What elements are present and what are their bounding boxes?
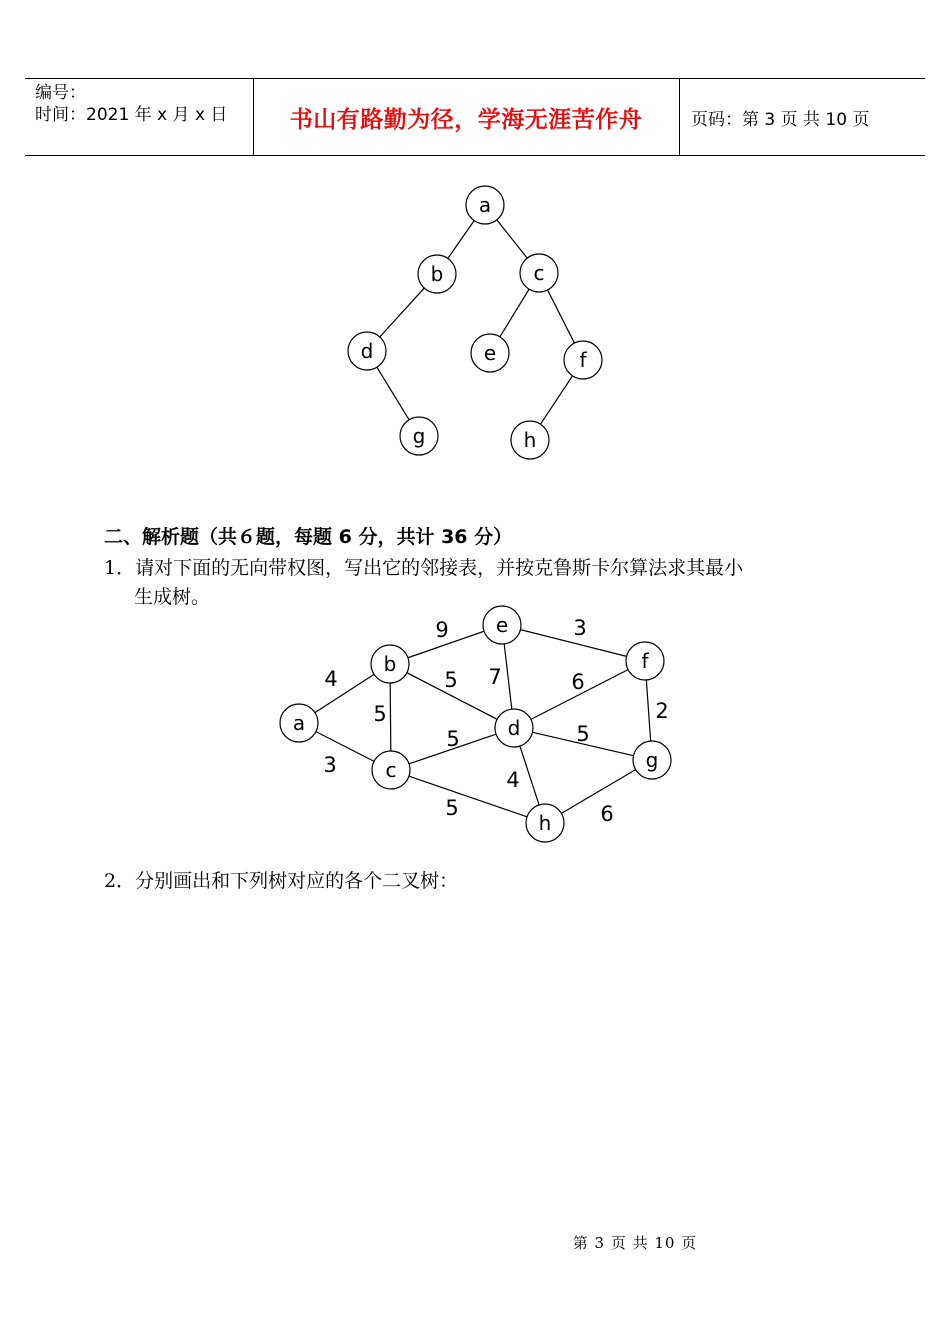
tree-node-label: d bbox=[360, 339, 374, 363]
graph-node-b bbox=[371, 645, 409, 683]
binary-tree-diagram bbox=[330, 170, 630, 470]
time-label: 时间：2021 年 x 月 x 日 bbox=[35, 105, 228, 125]
tree-node-c bbox=[520, 254, 558, 292]
graph-edge-d-h bbox=[520, 746, 539, 805]
edge-weight-e-d: 7 bbox=[488, 665, 502, 689]
tree-node-d bbox=[348, 332, 386, 370]
graph-node-label: h bbox=[538, 811, 552, 835]
graph-node-label: b bbox=[383, 652, 397, 676]
graph-edge-b-c bbox=[390, 683, 391, 751]
tree-node-label: b bbox=[430, 262, 444, 286]
edge-weight-d-h: 4 bbox=[506, 768, 520, 792]
tree-node-g bbox=[400, 417, 438, 455]
tree-node-label: a bbox=[478, 193, 492, 217]
graph-node-g bbox=[633, 741, 671, 779]
tree-node-f bbox=[564, 341, 602, 379]
edge-weight-b-d: 5 bbox=[444, 668, 458, 692]
graph-node-c bbox=[372, 751, 410, 789]
edge-weight-f-g: 2 bbox=[655, 699, 669, 723]
question-1-line-1: 1．请对下面的无向带权图，写出它的邻接表，并按克鲁斯卡尔算法求其最小 bbox=[104, 557, 744, 579]
graph-node-d bbox=[495, 709, 533, 747]
graph-node-label: g bbox=[645, 748, 659, 772]
graph-node-label: a bbox=[292, 711, 306, 735]
graph-edge-e-d bbox=[504, 644, 512, 709]
tree-node-b bbox=[418, 255, 456, 293]
graph-node-label: e bbox=[495, 613, 509, 637]
tree-node-h bbox=[511, 421, 549, 459]
graph-node-label: c bbox=[385, 758, 397, 782]
tree-node-label: g bbox=[412, 424, 426, 448]
graph-node-a bbox=[280, 704, 318, 742]
graph-node-f bbox=[626, 642, 664, 680]
header-motto-cell bbox=[253, 79, 680, 155]
tree-node-label: c bbox=[533, 261, 545, 285]
motto-text: 书山有路勤为径，学海无涯苦作舟 bbox=[289, 106, 643, 133]
edge-weight-e-f: 3 bbox=[573, 616, 587, 640]
header-page-cell bbox=[680, 79, 925, 155]
graph-node-label: d bbox=[507, 716, 521, 740]
question-1-line-2: 生成树。 bbox=[134, 586, 211, 608]
page-info: 页码：第 3 页 共 10 页 bbox=[691, 109, 870, 130]
edge-weight-d-g: 5 bbox=[576, 722, 590, 746]
edge-weight-c-d: 5 bbox=[446, 727, 460, 751]
section-title: 二、解析题（共６题，每题 6 分，共计 36 分） bbox=[104, 526, 513, 548]
graph-node-e bbox=[483, 606, 521, 644]
tree-node-label: f bbox=[579, 348, 587, 372]
graph-node-h bbox=[526, 804, 564, 842]
page-footer: 第 3 页 共 10 页 bbox=[572, 1234, 698, 1252]
page-header bbox=[25, 78, 925, 156]
graph-edge-f-g bbox=[646, 680, 650, 741]
edge-weight-f-d: 6 bbox=[571, 670, 585, 694]
tree-edge-a-c bbox=[497, 220, 527, 258]
graph-node-label: f bbox=[641, 649, 649, 673]
tree-node-a bbox=[466, 186, 504, 224]
number-label: 编号： bbox=[35, 83, 86, 103]
header-meta bbox=[25, 79, 254, 155]
tree-edge-a-b bbox=[448, 221, 474, 259]
tree-edge-c-f bbox=[548, 290, 575, 343]
edge-weight-b-e: 9 bbox=[435, 618, 449, 642]
graph-edge-h-g bbox=[561, 770, 635, 814]
question-2: 2．分别画出和下列树对应的各个二叉树： bbox=[104, 870, 459, 892]
tree-edge-b-d bbox=[380, 288, 424, 337]
tree-node-label: h bbox=[523, 428, 537, 452]
edge-weight-a-b: 4 bbox=[324, 667, 338, 691]
tree-edge-f-h bbox=[540, 376, 572, 424]
weighted-graph-diagram bbox=[270, 600, 690, 850]
tree-edge-d-g bbox=[377, 367, 409, 420]
edge-weight-a-c: 3 bbox=[323, 753, 337, 777]
tree-node-label: e bbox=[483, 341, 497, 365]
edge-weight-h-g: 6 bbox=[600, 802, 614, 826]
tree-edge-c-e bbox=[500, 289, 529, 337]
tree-node-e bbox=[471, 334, 509, 372]
edge-weight-b-c: 5 bbox=[373, 702, 387, 726]
edge-weight-c-h: 5 bbox=[445, 796, 459, 820]
